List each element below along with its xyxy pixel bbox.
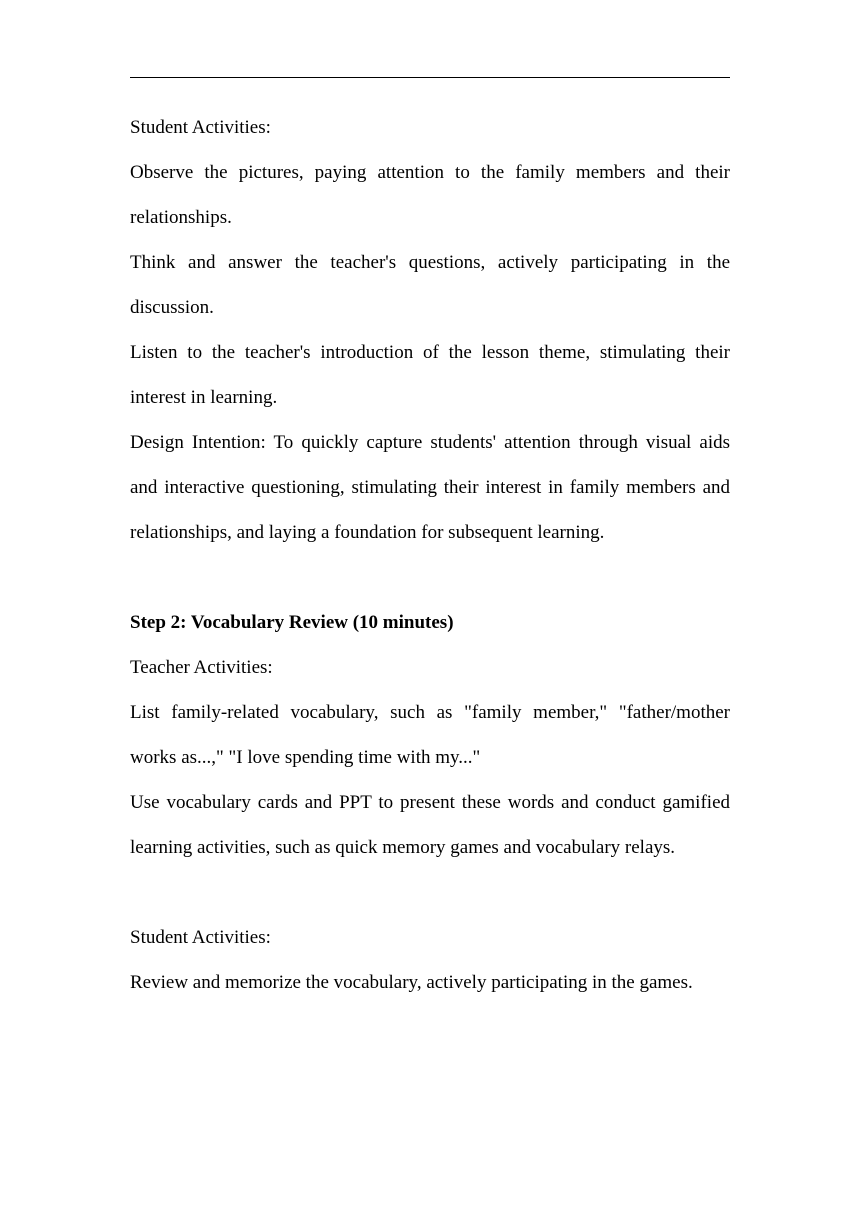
blank-line bbox=[130, 555, 730, 600]
document-body bbox=[130, 105, 730, 1005]
student-activities-heading: Student Activities: bbox=[130, 117, 271, 138]
design-intention-paragraph: Design Intention: To quickly capture students' attention through visual aids and interactive questioning, stimulating their interest in family members and relationships, and laying a foundation for subsequent learning. bbox=[130, 432, 730, 543]
teacher-activities-heading: Teacher Activities: bbox=[130, 657, 273, 678]
student-activity-item: Review and memorize the vocabulary, actively participating in the games. bbox=[130, 972, 693, 993]
blank-line bbox=[130, 870, 730, 915]
teacher-activity-item: Use vocabulary cards and PPT to present these words and conduct gamified learning activities, such as quick memory games and vocabulary relays. bbox=[130, 792, 730, 858]
student-activity-item: Think and answer the teacher's questions, actively participating in the discussion. bbox=[130, 252, 730, 318]
teacher-activity-item: List family-related vocabulary, such as "family member," "father/mother works as...," "I love spending time with my..." bbox=[130, 702, 730, 768]
student-activity-item: Observe the pictures, paying attention to the family members and their relationships. bbox=[130, 162, 730, 228]
step-2-title: Step 2: Vocabulary Review (10 minutes) bbox=[130, 612, 454, 633]
header-rule bbox=[130, 77, 730, 78]
student-activity-item: Listen to the teacher's introduction of the lesson theme, stimulating their interest in learning. bbox=[130, 342, 730, 408]
student-activities-heading-2: Student Activities: bbox=[130, 927, 271, 948]
